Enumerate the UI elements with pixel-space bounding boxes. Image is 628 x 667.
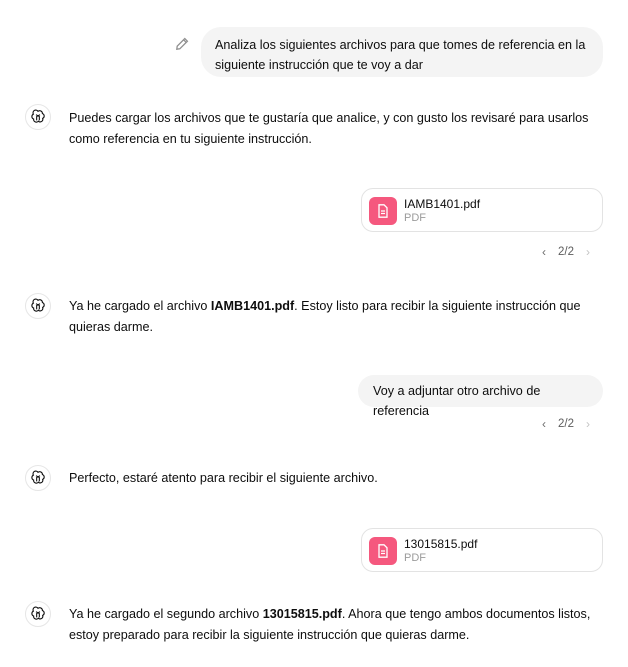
openai-logo-icon <box>30 470 46 486</box>
openai-logo-icon <box>30 298 46 314</box>
assistant-message-filename: IAMB1401.pdf <box>210 299 295 313</box>
chevron-left-icon[interactable]: ‹ <box>542 417 546 431</box>
assistant-message <box>69 296 599 338</box>
file-icon-badge <box>369 537 397 565</box>
assistant-message-filename: 13015815.pdf <box>262 607 342 621</box>
chevron-right-icon[interactable]: › <box>586 245 590 259</box>
chevron-right-icon[interactable]: › <box>586 417 590 431</box>
file-attachment-card[interactable] <box>361 528 603 572</box>
pager-label: 2/2 <box>558 418 574 430</box>
file-icon-badge <box>369 197 397 225</box>
user-message-text: Voy a adjuntar otro archivo de referencia <box>373 384 541 418</box>
message-pager <box>538 417 594 431</box>
assistant-message-text: Puedes cargar los archivos que te gustaría que analice, y con gusto los revisaré para usarlos como referencia en tu siguiente instrucción. <box>69 111 589 146</box>
openai-logo-icon <box>30 606 46 622</box>
assistant-avatar <box>25 293 51 319</box>
assistant-message-text-post: . Ahora que tengo ambos documentos listos, estoy preparado para recibir la siguiente instrucción que quieras darme. <box>69 607 591 642</box>
openai-logo-icon <box>30 109 46 125</box>
file-type: PDF <box>404 212 426 224</box>
user-message-text: Analiza los siguientes archivos para que tomes de referencia en la siguiente instrucción que te voy a dar <box>215 38 586 72</box>
user-message-bubble <box>201 27 603 77</box>
assistant-avatar <box>25 465 51 491</box>
file-attachment-card[interactable] <box>361 188 603 232</box>
file-type: PDF <box>404 552 426 564</box>
file-name: IAMB1401.pdf <box>404 197 481 211</box>
assistant-message <box>69 604 599 646</box>
assistant-message-text-pre: Ya he cargado el archivo <box>69 299 211 313</box>
assistant-message <box>69 468 599 489</box>
document-icon <box>375 543 391 559</box>
assistant-avatar <box>25 104 51 130</box>
assistant-message <box>69 108 599 150</box>
assistant-avatar <box>25 601 51 627</box>
document-icon <box>375 203 391 219</box>
chevron-left-icon[interactable]: ‹ <box>542 245 546 259</box>
edit-message-pencil-icon[interactable] <box>174 36 190 52</box>
file-name: 13015815.pdf <box>404 537 478 551</box>
assistant-message-text: Perfecto, estaré atento para recibir el siguiente archivo. <box>69 471 378 485</box>
pager-label: 2/2 <box>558 246 574 258</box>
assistant-message-text-pre: Ya he cargado el segundo archivo <box>69 607 263 621</box>
assistant-message-text-post: . Estoy listo para recibir la siguiente instrucción que quieras darme. <box>69 299 581 334</box>
response-pager <box>538 245 594 259</box>
user-message-bubble <box>358 375 603 418</box>
